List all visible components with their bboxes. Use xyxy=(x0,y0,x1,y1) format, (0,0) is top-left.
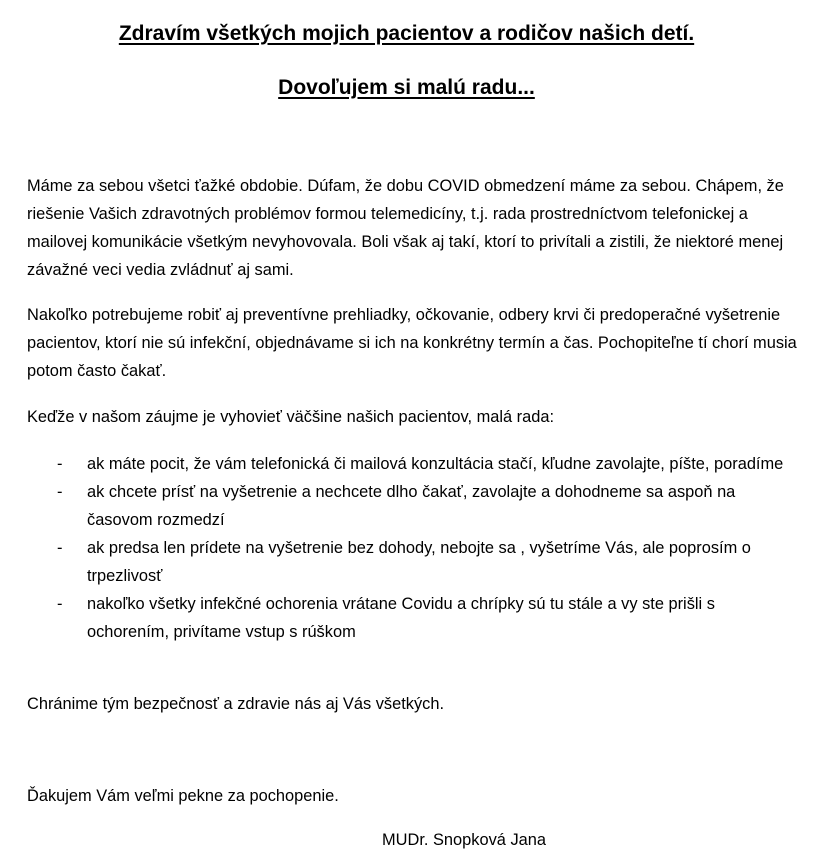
bullet-dash: - xyxy=(57,455,63,473)
list-item xyxy=(27,450,797,478)
list-item xyxy=(27,534,797,590)
list-item-text: ak chcete prísť na vyšetrenie a nechcete dlho čakať, zavolajte a dohodneme sa aspoň na časovom rozmedzí xyxy=(87,483,736,529)
paragraph-intro: Máme za sebou všetci ťažké obdobie. Dúfam, že dobu COVID obmedzení máme za sebou. Chápem, že riešenie Vašich zdravotných problémov formou telemedicíny, t.j. rada prostredníctvom telefonickej a mailovej komunikácie všetkým nevyhovovala. Boli však aj takí, ktorí to privítali a zistili, že niektoré menej závažné veci vedia zvládnuť aj sami. xyxy=(27,177,784,279)
list-item-text: ak predsa len prídete na vyšetrenie bez dohody, nebojte sa , vyšetríme Vás, ale poprosím o trpezlivosť xyxy=(87,539,751,585)
list-item xyxy=(27,478,797,534)
paragraph-appointments: Nakoľko potrebujeme robiť aj preventívne prehliadky, očkovanie, odbery krvi či predoperačné vyšetrenie pacientov, ktorí nie sú infekční, objednávame si ich na konkrétny termín a čas. Pochopiteľne tí chorí musia potom často čakať. xyxy=(27,306,797,380)
bullet-dash: - xyxy=(57,483,63,501)
paragraph-thanks: Ďakujem Vám veľmi pekne za pochopenie. xyxy=(27,787,339,805)
list-item-text: nakoľko všetky infekčné ochorenia vrátane Covidu a chrípky sú tu stále a vy ste prišli s ochorením, privítame vstup s rúškom xyxy=(87,595,715,641)
paragraph-advice-intro: Keďže v našom záujme je vyhovieť väčšine našich pacientov, malá rada: xyxy=(27,408,555,426)
document-heading: Zdravím všetkých mojich pacientov a rodičov našich detí. xyxy=(118,22,695,45)
advice-list xyxy=(27,450,797,646)
document-subheading: Dovoľujem si malú radu... xyxy=(278,76,535,99)
list-item-text: ak máte pocit, že vám telefonická či mailová konzultácia stačí, kľudne zavolajte, píšte, poradíme xyxy=(87,455,784,473)
signature: MUDr. Snopková Jana xyxy=(382,831,546,849)
bullet-dash: - xyxy=(57,539,63,557)
list-item xyxy=(27,590,797,646)
bullet-dash: - xyxy=(57,595,63,613)
paragraph-closing: Chránime tým bezpečnosť a zdravie nás aj Vás všetkých. xyxy=(27,695,445,713)
